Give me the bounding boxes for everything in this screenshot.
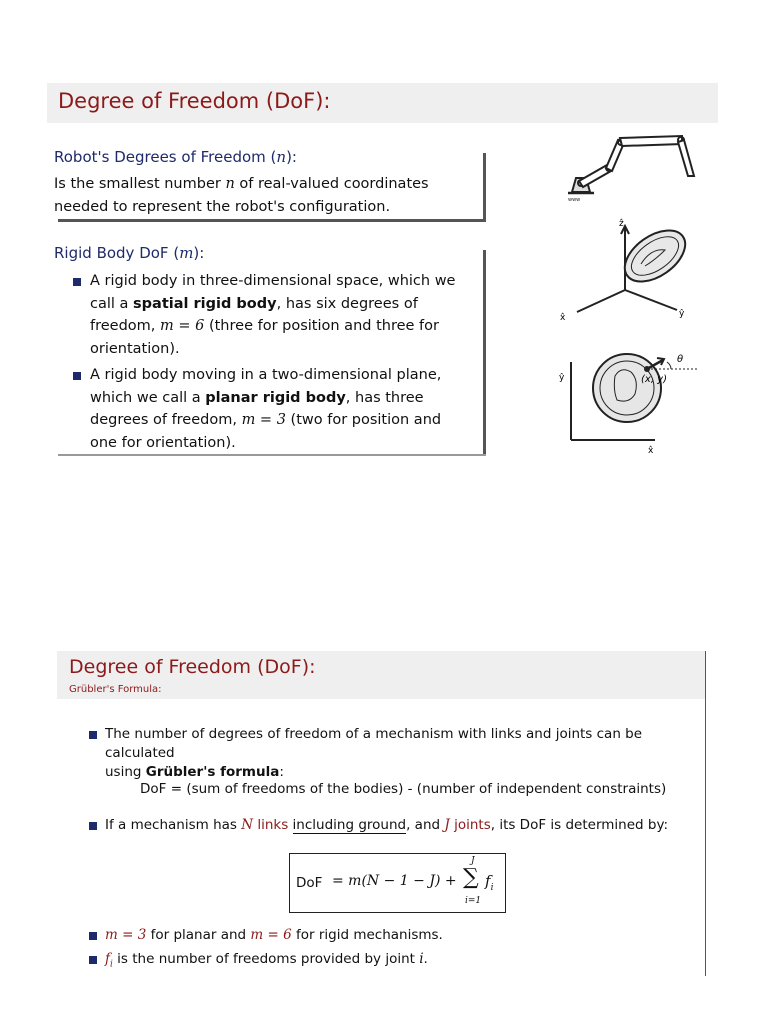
bullet-square	[73, 278, 81, 286]
spatial-line3	[90, 315, 480, 338]
fi-bullet	[105, 950, 428, 975]
rigid-block-shadow-bottom	[58, 454, 486, 456]
grubler-intro-line1: The number of degrees of freedom of a mechanism with links and joints can be calculated	[105, 726, 643, 761]
y-axis-label-2d: ŷ	[559, 373, 565, 383]
slide2-subtitle: Grübler's Formula:	[69, 684, 162, 695]
spatial-line2-a: call a	[90, 295, 134, 312]
slide1-title: Degree of Freedom (DoF):	[58, 89, 331, 113]
grubler-intro-bullet	[105, 725, 700, 782]
planar-coin-illustration	[555, 342, 705, 457]
spatial-coin-illustration	[555, 212, 705, 332]
m-equals-6: m = 6	[250, 927, 292, 943]
formula-sum-bottom: i=1	[465, 896, 482, 906]
grubler-intro-line2-a: using	[105, 764, 146, 780]
var-N: N	[241, 817, 254, 833]
grubler-formula-box	[289, 853, 506, 913]
robot-block-shadow-right	[483, 153, 486, 219]
formula-mid: = m(N − 1 − J) +	[332, 873, 457, 889]
fi-sub: i	[110, 959, 113, 970]
robot-dof-heading-suffix: ):	[286, 148, 297, 166]
m-values-text-b: for rigid mechanisms.	[291, 927, 443, 943]
planar-line3-b: (two for position and	[285, 412, 442, 428]
mechanism-text-c: , and	[406, 817, 445, 833]
spatial-line2-b: , has six degrees of	[276, 295, 418, 312]
z-axis-label: ẑ	[619, 219, 624, 229]
planar-m-equals-3: m = 3	[241, 412, 286, 428]
robot-dof-definition	[54, 173, 484, 218]
slide2-title: Degree of Freedom (DoF):	[69, 656, 316, 678]
slide1-title-bar	[47, 83, 718, 123]
planar-line2	[90, 387, 480, 410]
formula-f-symbol: f	[485, 872, 491, 890]
rigid-block-shadow-right	[483, 250, 486, 455]
planar-line3-a: degrees of freedom,	[90, 412, 242, 428]
rigid-dof-heading-suffix: ):	[193, 244, 205, 262]
mechanism-text-a: If a mechanism has	[105, 817, 242, 833]
robot-dof-line2: needed to represent the robot's configuration.	[54, 198, 391, 215]
robot-dof-line1	[54, 173, 484, 196]
bullet-square	[89, 731, 97, 739]
spatial-rigid-body-term: spatial rigid body	[133, 295, 277, 312]
m-values-bullet	[105, 926, 443, 945]
formula-f	[485, 872, 493, 893]
robot-dof-var: n	[276, 148, 287, 166]
including-ground-term: including ground	[292, 817, 407, 833]
grubler-formula-term: Grübler's formula	[145, 764, 280, 780]
var-J: J	[444, 817, 450, 833]
joint-i: i	[419, 951, 424, 967]
x-axis-label-2d: x̂	[648, 446, 654, 456]
svg-text:www: www	[568, 197, 581, 203]
mechanism-text-d: , its DoF is determined by:	[490, 817, 669, 833]
y-axis-label-3d: ŷ	[679, 309, 685, 319]
spatial-line3-a: freedom,	[90, 318, 161, 334]
planar-rigid-body-bullet	[90, 364, 480, 454]
spatial-line1: A rigid body in three-dimensional space, which we	[90, 273, 456, 289]
spatial-m-equals-6: m = 6	[160, 318, 205, 334]
formula-f-subscript: i	[490, 883, 494, 893]
slide2-title-bar	[57, 651, 705, 699]
joints-term: joints	[449, 817, 491, 833]
bullet-square	[89, 822, 97, 830]
links-term: links	[253, 817, 289, 833]
grubler-intro-line2-b: :	[279, 764, 284, 780]
planar-line2-b: , has three	[345, 389, 424, 406]
fi-f: f	[105, 951, 110, 967]
rigid-dof-heading	[54, 244, 204, 262]
robot-dof-line1-a: Is the smallest number	[54, 176, 226, 192]
formula-sum-symbol: ∑	[463, 865, 479, 890]
rigid-dof-var: m	[179, 244, 194, 262]
x-axis-label-3d: x̂	[560, 313, 566, 323]
spatial-line3-b: (three for position and three for	[204, 318, 439, 334]
fi-text-a: is the number of freedoms provided by joint	[112, 951, 420, 967]
spatial-line2	[90, 293, 480, 316]
formula-dof: DoF	[296, 875, 323, 891]
planar-rigid-body-term: planar rigid body	[205, 389, 346, 406]
bullet-square	[73, 372, 81, 380]
formula-sum-top: J	[471, 856, 475, 866]
spatial-line4: orientation).	[90, 340, 180, 357]
robot-dof-heading	[54, 148, 297, 166]
robot-arm-illustration	[560, 130, 710, 205]
rigid-dof-heading-text: Rigid Body DoF (	[54, 244, 180, 262]
robot-block-shadow-bottom	[58, 219, 486, 222]
point-label: (x, y)	[641, 374, 667, 385]
planar-line3	[90, 409, 480, 432]
theta-label: θ	[677, 354, 684, 365]
fi-text-b: .	[423, 951, 428, 967]
planar-line4: one for orientation).	[90, 434, 236, 451]
bullet-square	[89, 956, 97, 964]
robot-dof-line1-var: n	[225, 176, 235, 192]
slide2-right-border	[705, 651, 706, 976]
bullet-square	[89, 932, 97, 940]
dof-word-equation: DoF = (sum of freedoms of the bodies) - (number of independent constraints)	[140, 781, 667, 797]
planar-line1: A rigid body moving in a two-dimensional plane,	[90, 367, 442, 383]
mechanism-space	[288, 817, 292, 833]
spatial-rigid-body-bullet	[90, 270, 480, 360]
robot-dof-heading-text: Robot's Degrees of Freedom (	[54, 148, 277, 166]
fi-symbol	[105, 951, 113, 970]
robot-dof-line1-b: of real-valued coordinates	[234, 176, 429, 192]
planar-line2-a: which we call a	[90, 389, 206, 406]
mechanism-bullet	[105, 816, 700, 835]
m-equals-3: m = 3	[105, 927, 147, 943]
m-values-text-a: for planar and	[146, 927, 251, 943]
